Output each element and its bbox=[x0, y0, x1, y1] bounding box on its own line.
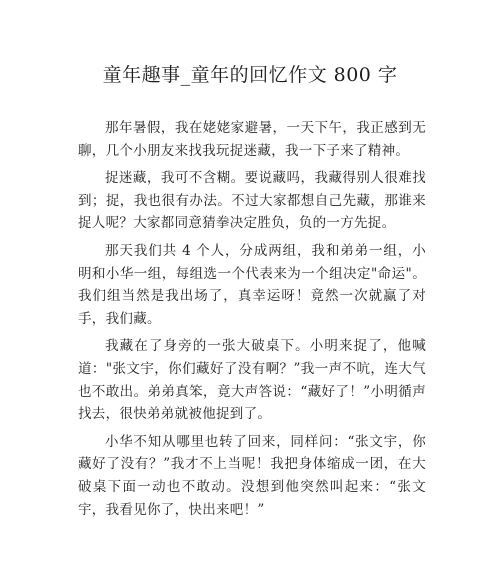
page-title: 童年趣事_童年的回忆作文 800 字 bbox=[102, 64, 398, 86]
paragraph: 小华不知从哪里也转了回来，同样问：“张文宇，你藏好了没有？”我才不上当呢！我把身体缩成一团，在大破桌下面一动也不敢动。没想到他突然叫起来：“张文宇，我看见你了，快出来吧！” bbox=[78, 433, 426, 518]
essay-body bbox=[78, 117, 426, 526]
paragraph: 那年暑假，我在姥姥家避暑，一天下午，我正感到无聊，几个小朋友来找我玩捉迷藏，我一下子来了精神。 bbox=[78, 120, 426, 159]
paragraph: 那天我们共 4 个人，分成两组，我和弟弟一组，小明和小华一组，每组选一个代表来为一个组决定"命运"。我们组当然是我出场了，真幸运呀！竟然一次就赢了对手，我们藏。 bbox=[78, 242, 426, 327]
paragraph: 捉迷藏，我可不含糊。要说藏吗，我藏得别人很难找到；捉，我也很有办法。不过大家都想自己先藏，那谁来捉人呢？大家都同意猜拳决定胜负，负的一方先捉。 bbox=[78, 170, 426, 232]
page-bottom-edge bbox=[0, 556, 500, 566]
paragraph: 我藏在了身旁的一张大破桌下。小明来捉了，他喊道："张文宇，你们藏好了没有啊？”我一声不吭，连大气也不敢出。弟弟真笨，竟大声答说：“藏好了！”小明循声找去，很快弟弟就被他捉到了。 bbox=[78, 338, 426, 423]
